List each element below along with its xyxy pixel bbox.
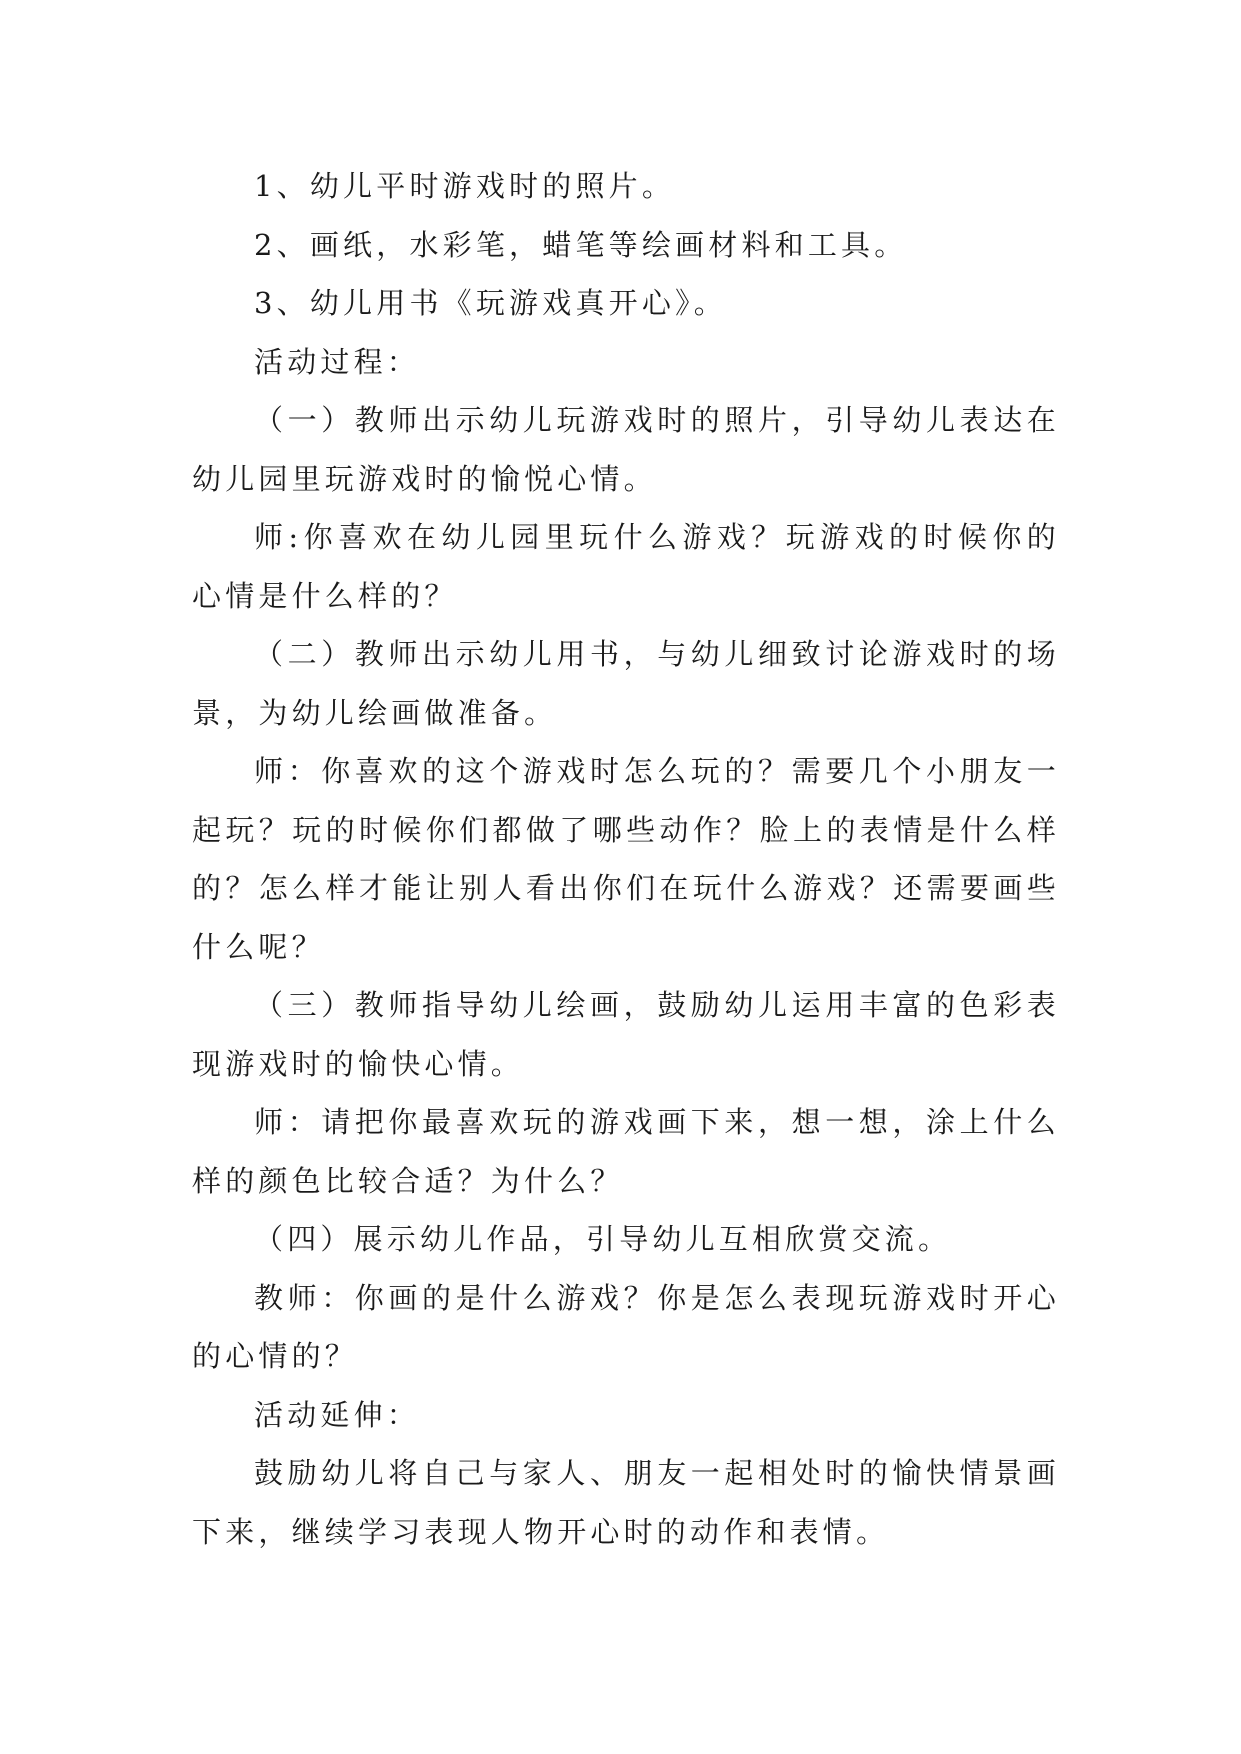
- extension-text: 鼓励幼儿将自己与家人、朋友一起相处时的愉快情景画下来，继续学习表现人物开心时的动作和表情。: [192, 1456, 1060, 1549]
- teacher-dialogue-4: 教师：你画的是什么游戏？你是怎么表现玩游戏时开心的心情的？: [192, 1280, 1060, 1373]
- section-heading-extension: 活动延伸：: [254, 1397, 421, 1432]
- teacher-dialogue-1: 师:你喜欢在幼儿园里玩什么游戏？玩游戏的时候你的心情是什么样的？: [192, 520, 1060, 613]
- material-item-2: 2、画纸，水彩笔，蜡笔等绘画材料和工具。: [254, 227, 908, 262]
- teacher-dialogue-2: 师：你喜欢的这个游戏时怎么玩的？需要几个小朋友一起玩？玩的时候你们都做了哪些动作？脸上的表情是什么样的？怎么样才能让别人看出你们在玩什么游戏？还需要画些什么呢？: [192, 754, 1060, 964]
- section-heading-process: 活动过程：: [254, 344, 421, 379]
- document-body: [192, 157, 1060, 1561]
- step-4: （四）展示幼儿作品，引导幼儿互相欣赏交流。: [254, 1222, 952, 1256]
- step-2: （二）教师出示幼儿用书，与幼儿细致讨论游戏时的场景，为幼儿绘画做准备。: [192, 637, 1060, 730]
- step-3: （三）教师指导幼儿绘画，鼓励幼儿运用丰富的色彩表现游戏时的愉快心情。: [192, 988, 1060, 1081]
- material-item-3: 3、幼儿用书《玩游戏真开心》。: [254, 286, 727, 320]
- teacher-dialogue-3: 师：请把你最喜欢玩的游戏画下来，想一想，涂上什么样的颜色比较合适？为什么？: [192, 1105, 1060, 1198]
- material-item-1: 1、幼儿平时游戏时的照片。: [254, 169, 676, 203]
- step-1: （一）教师出示幼儿玩游戏时的照片，引导幼儿表达在幼儿园里玩游戏时的愉悦心情。: [192, 403, 1060, 496]
